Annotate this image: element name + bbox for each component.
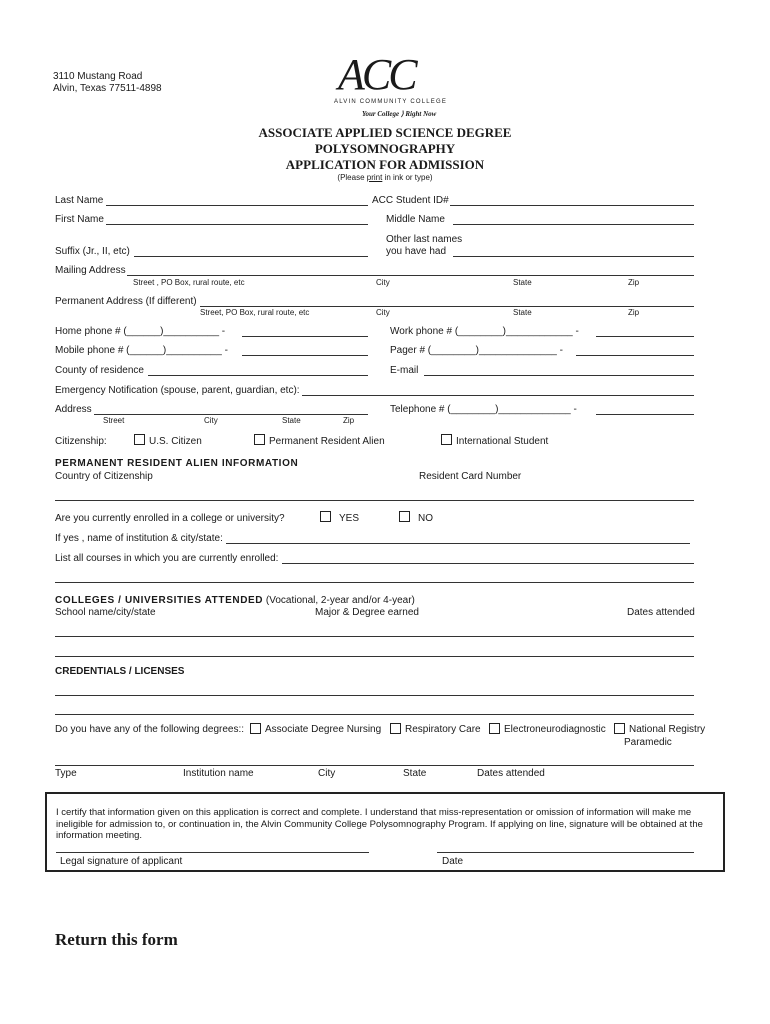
enrollment-question: Are you currently enrolled in a college or university? — [55, 513, 285, 524]
registry-label: National Registry — [629, 724, 706, 735]
email-field[interactable] — [424, 375, 694, 376]
adn-checkbox[interactable] — [250, 723, 261, 734]
logo-college-name: ALVIN COMMUNITY COLLEGE — [334, 99, 448, 105]
mailing-address-field[interactable] — [127, 275, 694, 276]
address-street-hint: Street — [103, 416, 125, 425]
last-name-label: Last Name — [55, 195, 104, 206]
mailing-city-hint: City — [376, 278, 390, 287]
college-row-2[interactable] — [55, 656, 694, 657]
date-label: Date — [442, 856, 464, 867]
suffix-label: Suffix (Jr., II, etc) — [55, 246, 130, 257]
mailing-zip-hint: Zip — [628, 278, 640, 287]
emergency-field[interactable] — [302, 395, 694, 396]
mailing-state-hint: State — [513, 278, 532, 287]
enrolled-no-checkbox[interactable] — [399, 511, 410, 522]
courses-field-2[interactable] — [55, 582, 694, 583]
address-line-1: 3110 Mustang Road — [53, 71, 143, 82]
title-application: APPLICATION FOR ADMISSION — [285, 157, 485, 172]
middle-name-field[interactable] — [453, 224, 694, 225]
emergency-label: Emergency Notification (spouse, parent, guardian, etc): — [55, 385, 300, 396]
address-line-2: Alvin, Texas 77511-4898 — [53, 83, 162, 94]
permanent-city-hint: City — [376, 308, 390, 317]
degrees-question: Do you have any of the following degrees:: — [55, 724, 245, 735]
home-phone-field[interactable] — [242, 336, 368, 337]
signature-label: Legal signature of applicant — [60, 856, 183, 867]
courses-label: List all courses in which you are currently enrolled: — [55, 553, 279, 564]
institution-name-label: Institution name — [183, 768, 254, 779]
respiratory-care-checkbox[interactable] — [390, 723, 401, 734]
work-phone-label: Work phone # (________)____________ - — [390, 326, 579, 337]
acc-id-field[interactable] — [450, 205, 694, 206]
other-names-label-1: Other last names — [386, 234, 463, 245]
permanent-address-label: Permanent Address (If different) — [55, 296, 197, 307]
mailing-street-hint: Street , PO Box, rural route, etc — [133, 278, 245, 287]
permanent-street-hint: Street, PO Box, rural route, etc — [200, 308, 310, 317]
acc-logo — [330, 50, 448, 125]
type-label: Type — [55, 768, 77, 779]
first-name-field[interactable] — [106, 224, 368, 225]
institution-label: If yes , name of institution & city/state: — [55, 533, 223, 544]
logo-tagline: Your College ⟩ Right Now — [362, 110, 437, 118]
citizenship-label: Citizenship: — [55, 436, 107, 447]
permanent-zip-hint: Zip — [628, 308, 640, 317]
mobile-phone-field[interactable] — [242, 355, 368, 356]
electroneuro-checkbox[interactable] — [489, 723, 500, 734]
other-names-field[interactable] — [453, 256, 694, 257]
enrolled-no-label: NO — [418, 513, 433, 524]
us-citizen-label: U.S. Citizen — [149, 436, 202, 447]
first-name-label: First Name — [55, 214, 104, 225]
permanent-address-field[interactable] — [200, 306, 694, 307]
address-state-hint: State — [282, 416, 301, 425]
pager-field[interactable] — [576, 355, 694, 356]
permanent-state-hint: State — [513, 308, 532, 317]
paramedic-label: Paramedic — [624, 737, 672, 748]
certification-text: I certify that information given on this application is correct and complete. I understand that miss-representation or omission of information will make me ineligible for admission to, or continuation in, the Alvin Community College Polysomnography Program. If applying on line, signature will be obtained at the information meeting. — [56, 807, 703, 841]
school-label: School name/city/state — [55, 607, 156, 618]
credentials-row-1[interactable] — [55, 695, 694, 696]
pager-label: Pager # (________)______________ - — [390, 345, 563, 356]
emergency-address-label: Address — [55, 404, 92, 415]
us-citizen-checkbox[interactable] — [134, 434, 145, 445]
electroneuro-label: Electroneurodiagnostic — [504, 724, 606, 735]
signature-field[interactable] — [56, 852, 369, 853]
international-student-label: International Student — [456, 436, 549, 447]
mailing-address-label: Mailing Address — [55, 265, 126, 276]
title-degree: ASSOCIATE APPLIED SCIENCE DEGREE — [258, 125, 512, 140]
county-label: County of residence — [55, 365, 144, 376]
last-name-field[interactable] — [106, 205, 368, 206]
resident-info-heading: PERMANENT RESIDENT ALIEN INFORMATION — [55, 458, 299, 469]
credentials-row-2[interactable] — [55, 714, 694, 715]
credentials-heading: CREDENTIALS / LICENSES — [55, 666, 185, 677]
print-instruction: (Please print in ink or type) — [337, 173, 433, 182]
mobile-phone-label: Mobile phone # (______)__________ - — [55, 345, 228, 356]
courses-field[interactable] — [282, 563, 694, 564]
telephone-label: Telephone # (________)_____________ - — [390, 404, 577, 415]
dates-label: Dates attended — [477, 768, 545, 779]
enrolled-yes-checkbox[interactable] — [320, 511, 331, 522]
certification-box — [45, 792, 725, 872]
other-names-label-2: you have had — [386, 246, 447, 257]
adn-label: Associate Degree Nursing — [265, 724, 382, 735]
resident-alien-label: Permanent Resident Alien — [269, 436, 385, 447]
college-row-1[interactable] — [55, 636, 694, 637]
title-program: POLYSOMNOGRAPHY — [314, 141, 456, 156]
date-field[interactable] — [437, 852, 694, 853]
acc-id-label: ACC Student ID# — [372, 195, 449, 206]
suffix-field[interactable] — [134, 256, 368, 257]
home-phone-label: Home phone # (______)__________ - — [55, 326, 226, 337]
email-label: E-mail — [390, 365, 419, 376]
country-label: Country of Citizenship — [55, 471, 153, 482]
major-label: Major & Degree earned — [315, 607, 419, 618]
registry-paramedic-checkbox[interactable] — [614, 723, 625, 734]
county-field[interactable] — [148, 375, 368, 376]
emergency-address-field[interactable] — [94, 414, 368, 415]
dates-attended-label: Dates attended — [627, 607, 695, 618]
return-form-heading: Return this form — [55, 930, 178, 949]
resident-info-field[interactable] — [55, 500, 694, 501]
resident-card-label: Resident Card Number — [419, 471, 522, 482]
address-zip-hint: Zip — [343, 416, 355, 425]
work-phone-field[interactable] — [596, 336, 694, 337]
enrolled-yes-label: YES — [339, 513, 360, 524]
city-label: City — [318, 768, 336, 779]
international-student-checkbox[interactable] — [441, 434, 452, 445]
resident-alien-checkbox[interactable] — [254, 434, 265, 445]
degree-detail-field[interactable] — [55, 765, 694, 766]
address-city-hint: City — [204, 416, 218, 425]
colleges-heading: COLLEGES / UNIVERSITIES ATTENDED (Vocational, 2-year and/or 4-year) — [55, 595, 415, 606]
respiratory-care-label: Respiratory Care — [405, 724, 481, 735]
telephone-field[interactable] — [596, 414, 694, 415]
state-label: State — [403, 768, 427, 779]
logo-wordmark: ACC — [338, 50, 415, 99]
middle-name-label: Middle Name — [386, 214, 445, 225]
institution-field[interactable] — [226, 543, 690, 544]
